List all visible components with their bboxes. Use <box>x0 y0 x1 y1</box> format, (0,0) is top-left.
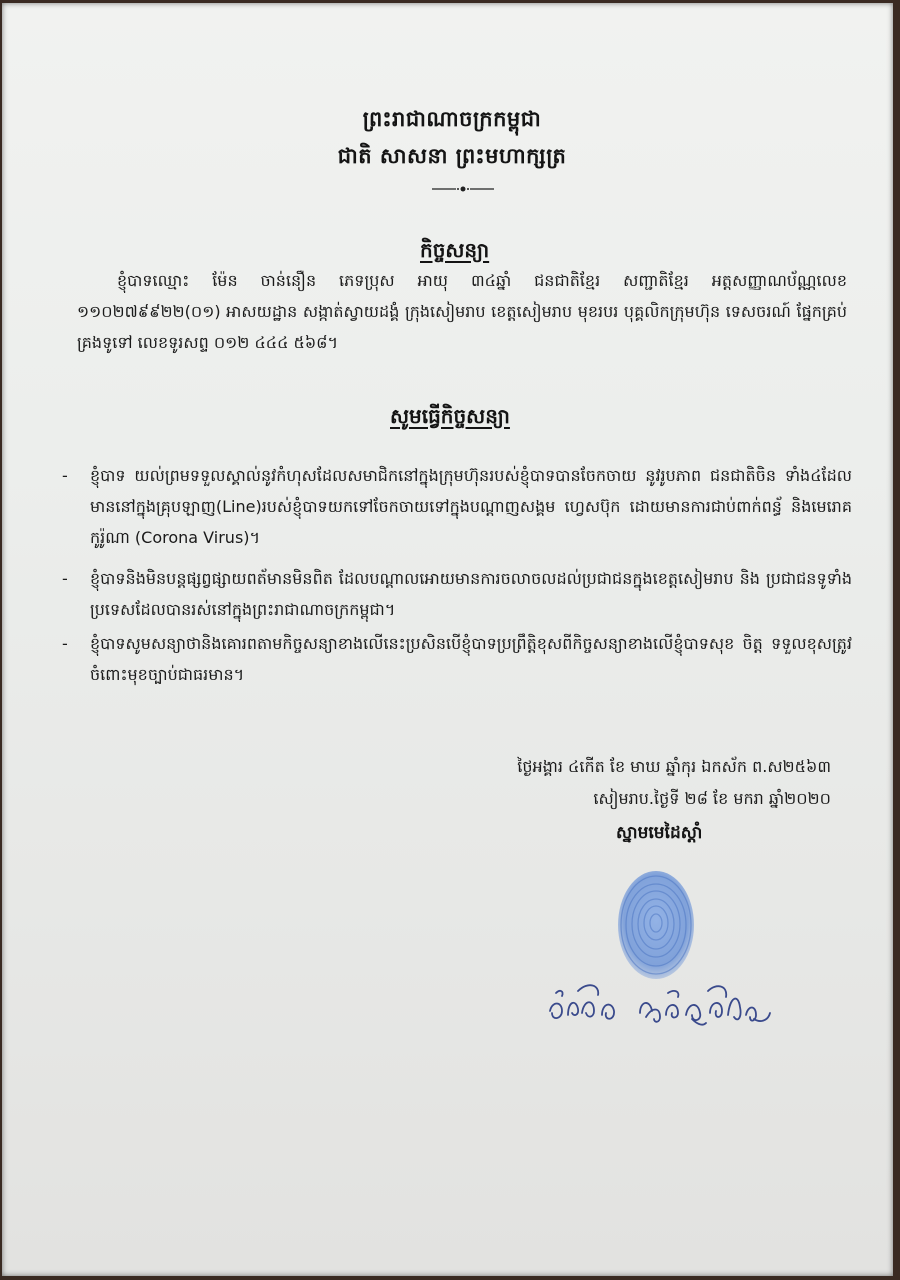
bullet-marker: - <box>62 466 68 485</box>
divider-ornament-icon <box>432 185 494 193</box>
kingdom-header: ព្រះរាជាណាចក្រកម្ពុជា <box>362 107 542 131</box>
intro-paragraph <box>77 265 847 358</box>
section-subtitle: សូមធ្វើកិច្ចសន្យា <box>390 404 510 428</box>
paper-sheet <box>2 3 893 1276</box>
motto-header: ជាតិ សាសនា ព្រះមហាក្សត្រ <box>337 144 567 168</box>
bullet-text-1: ខ្ញុំបាទ យល់ព្រមទទួលស្គាល់នូវកំហុសដែលសមាជិកនៅក្នុងក្រុមហ៊ុនរបស់ខ្ញុំបាទបានចែកចាយ នូវរូបភាព ជនជាតិចិន ទាំង៤ដែលមាននៅក្នុងគ្រុបឡាញ(Line)របស់ខ្ញុំបាទយកទៅចែកចាយទៅក្នុងបណ្តាញសង្គម ហ្វេសប៊ុក ដោយមានការជាប់ពាក់ពន្ធ័ និងមេរោគ កូរ៉ូណា (Corona Virus)។ <box>90 466 852 547</box>
bullet-item-1 <box>62 460 852 553</box>
solar-date-line: សៀមរាប.ថ្ងៃទី ២៨ ខែ មករា ឆ្នាំ២០២០ <box>593 789 831 808</box>
document-title: កិច្ចសន្យា <box>420 238 490 262</box>
bullet-text-2: ខ្ញុំបាទនិងមិនបន្តផ្សព្វផ្សាយពត័មានមិនពិត ដែលបណ្តាលអោយមានការចលាចលដល់ប្រជាជនក្នុងខេត្តសៀមរាប និង ប្រជាជនទូទាំងប្រទេសដែលបានរស់នៅក្នុងព្រះរាជាណាចក្រកម្ពុជា។ <box>90 569 852 619</box>
bullet-marker: - <box>62 634 68 653</box>
lunar-date-line: ថ្ងៃអង្គារ ៤កើត ខែ មាឃ ឆ្នាំកុរ ឯកស័ក ព.ស២៥៦៣ <box>517 757 831 776</box>
fingerprint-icon <box>614 868 698 983</box>
bullet-text-3: ខ្ញុំបាទសូមសន្យាថានិងគោរពតាមកិច្ចសន្យាខាងលើនេះប្រសិនបើខ្ញុំបាទប្រព្រឹត្តិខុសពីកិច្ចសន្យាខាងលើខ្ញុំបាទសុខ ចិត្ត ទទួលខុសត្រូវចំពោះមុខច្បាប់ជាធរមាន។ <box>90 634 852 684</box>
bullet-item-3 <box>62 628 852 690</box>
intro-text: ខ្ញុំបាទឈ្មោះ ម៉ែន ចាន់នឿន ភេទប្រុស អាយុ ៣៤ឆ្នាំ ជនជាតិខ្មែរ សញ្ជាតិខ្មែរ អត្តសញ្ញាណប័ណ្ណលេខ ១១០២៧៩៩២២(០១) អាសយដ្ឋាន សង្កាត់ស្វាយដង្គំ ក្រុងសៀមរាប ខេត្តសៀមរាប មុខរបរ បុគ្គលិកក្រុមហ៊ុន ទេសចរណ៍ ផ្នែកគ្រប់គ្រងទូទៅ លេខទូរសព្ទ ០១២ ៤៤៤ ៥៦៨។ <box>77 271 847 352</box>
thumbprint-label: ស្នាមមេដៃស្តាំ <box>616 823 703 843</box>
signature-icon <box>542 971 782 1046</box>
bullet-marker: - <box>62 569 68 588</box>
bullet-item-2 <box>62 563 852 625</box>
